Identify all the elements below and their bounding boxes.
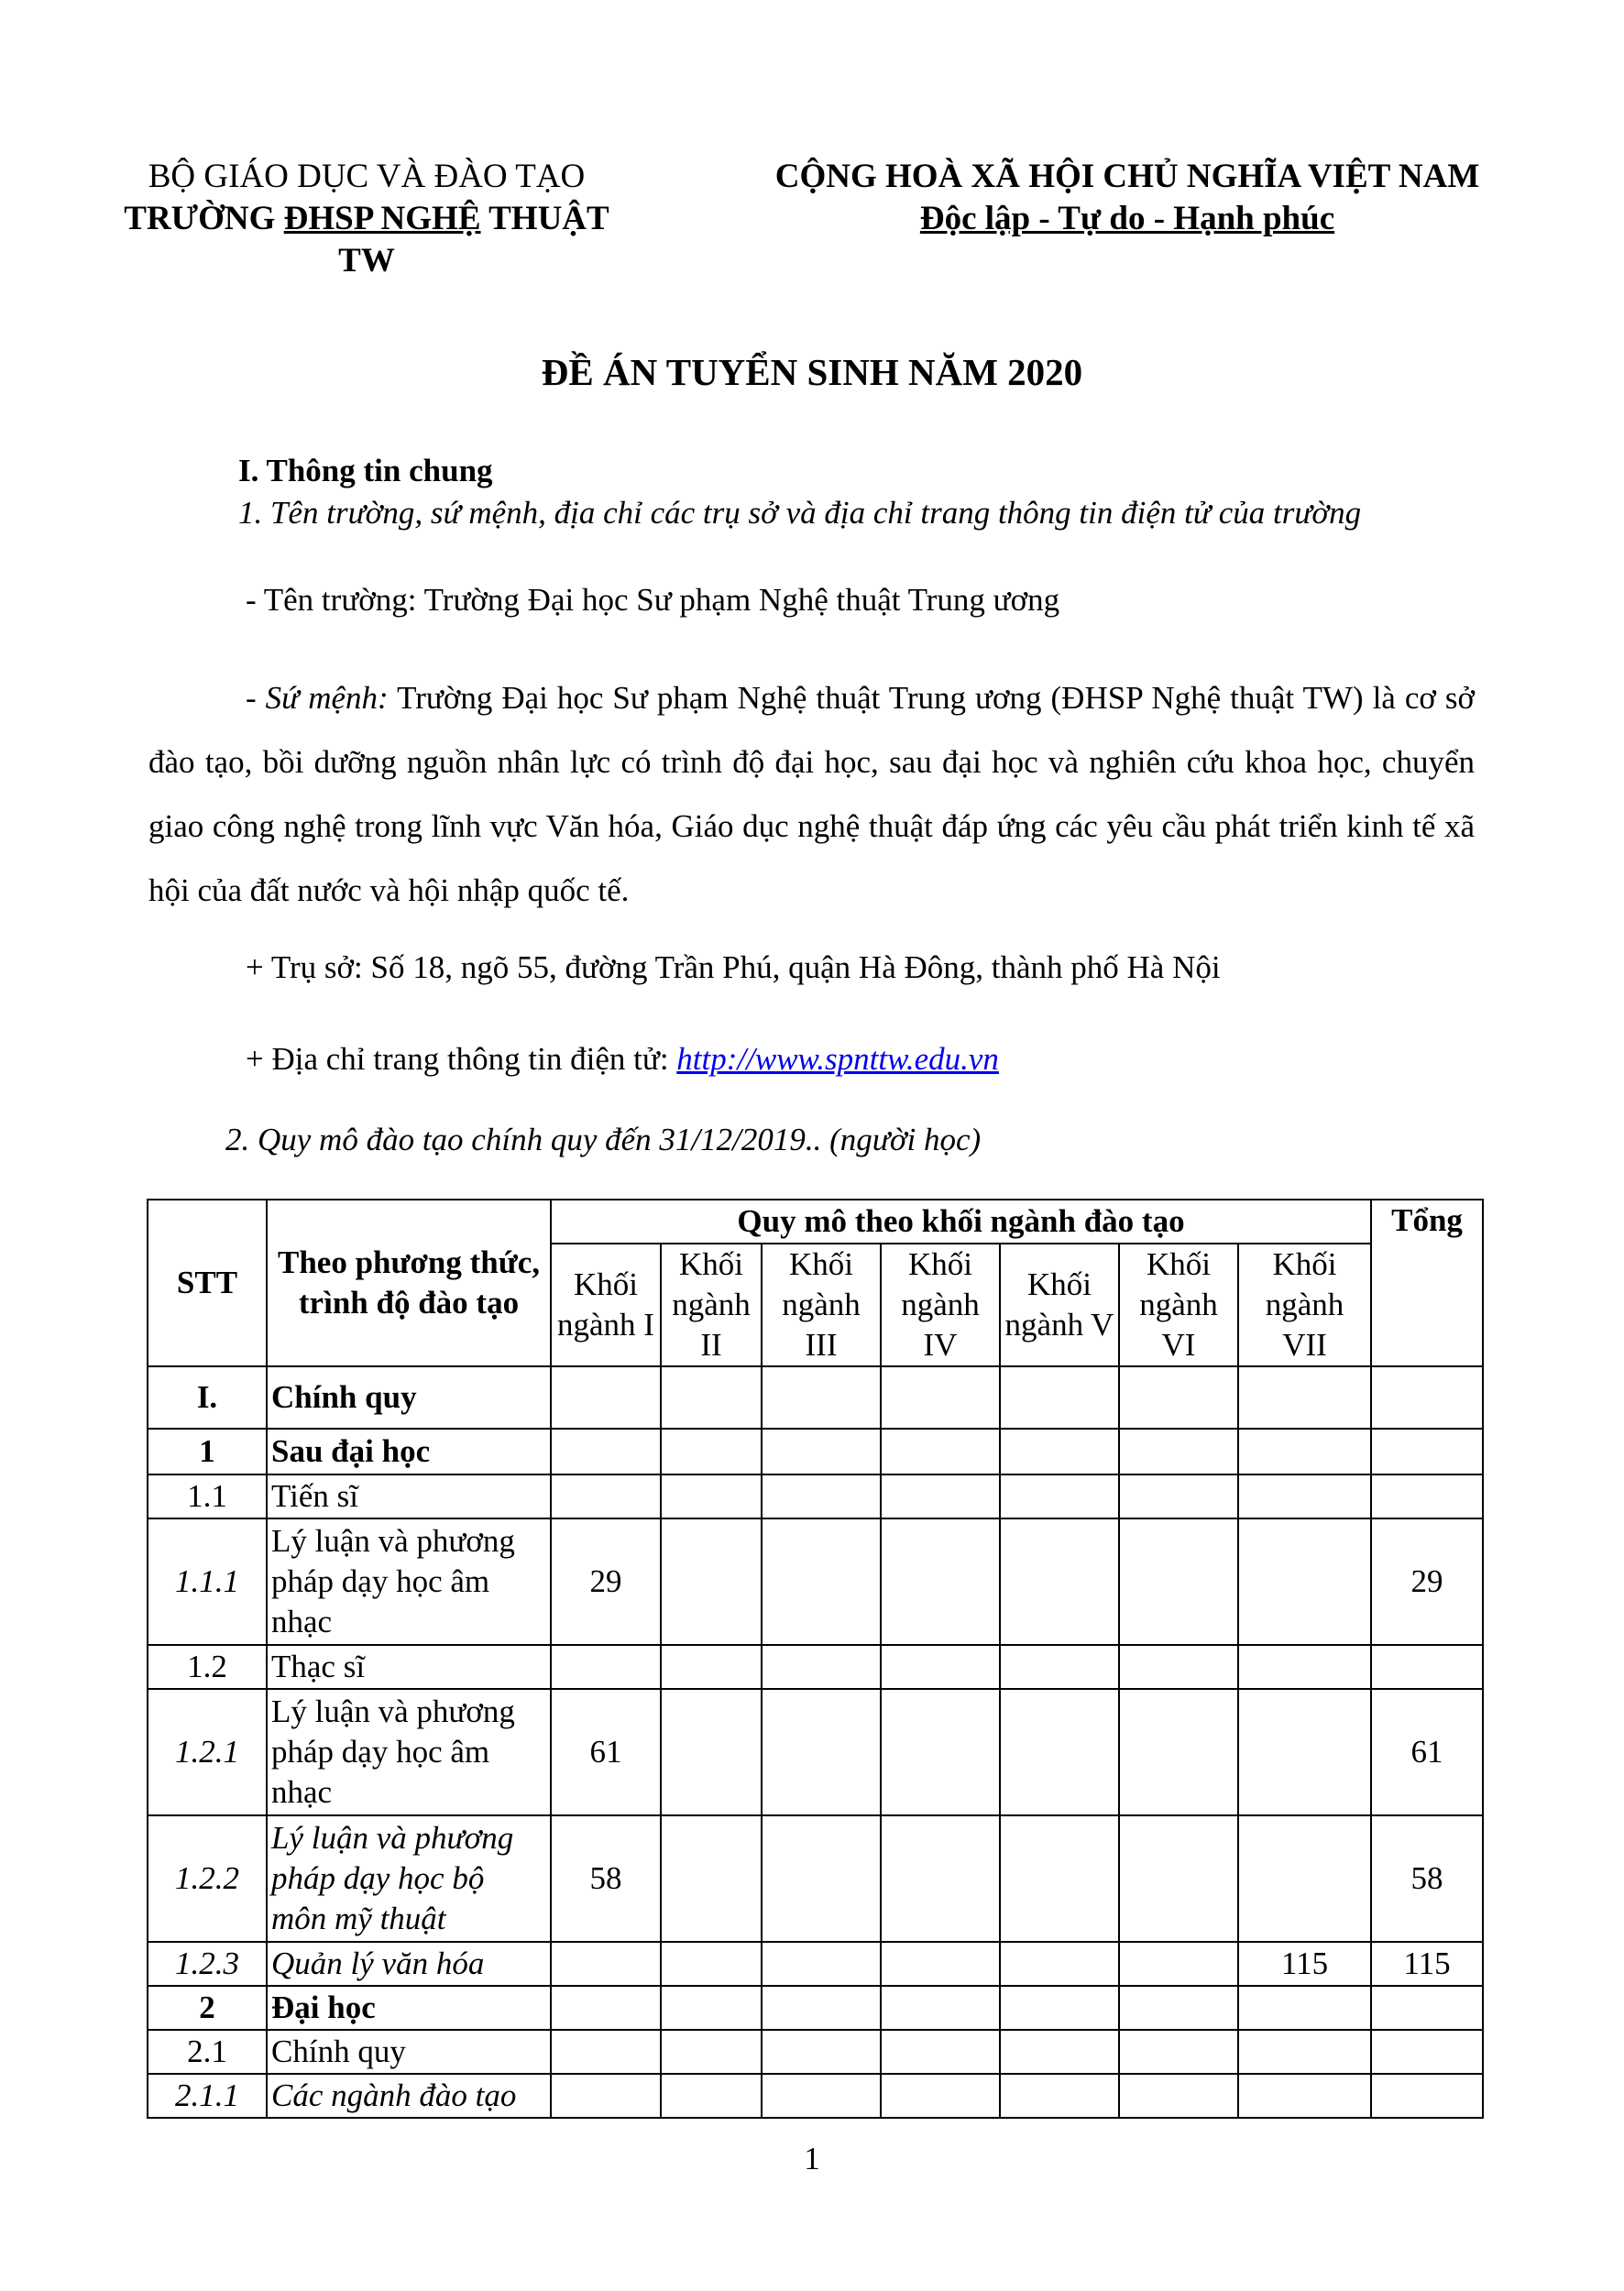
website-label: + Địa chỉ trang thông tin điện tử: [246,1041,677,1077]
cell-stt: 1.2.2 [148,1815,267,1942]
page-number: 1 [804,2141,820,2176]
scale-subheading: 2. Quy mô đào tạo chính quy đến 31/12/2019.. (người học) [225,1122,982,1157]
cell-stt: 1.2 [148,1645,267,1689]
cell-name: Sau đại học [267,1429,551,1474]
motto: Độc lập - Tự do - Hạnh phúc [919,200,1335,237]
header-stt: STT [148,1200,267,1366]
cell-g7 [1238,2030,1371,2074]
school-name-suffix: THUẬT TW [338,200,609,280]
cell-g1: 61 [551,1689,661,1815]
cell-g7 [1238,1689,1371,1815]
section-heading: I. Thông tin chung [238,453,493,488]
mission-label: - Sứ mệnh: [246,680,389,716]
cell-stt: 2 [148,1986,267,2030]
cell-g1 [551,1366,661,1429]
cell-g7 [1238,2074,1371,2118]
cell-name: Tiến sĩ [267,1474,551,1518]
ministry-header [110,156,623,282]
header-group-4: Khối ngành IV [881,1244,1000,1366]
cell-total [1371,1645,1483,1689]
cell-g7: 115 [1238,1942,1371,1986]
website-link[interactable]: http://www.spnttw.edu.vn [676,1041,999,1077]
cell-g1 [551,1429,661,1474]
cell-name: Chính quy [267,2030,551,2074]
header-group-2: Khối ngành II [661,1244,762,1366]
cell-stt: I. [148,1366,267,1429]
cell-g1: 58 [551,1815,661,1942]
table-row [148,1429,1483,1474]
table-row [148,2074,1483,2118]
republic-header [733,156,1521,240]
header-group-7: Khối ngành VII [1238,1244,1371,1366]
cell-stt: 1 [148,1429,267,1474]
school-name-header [110,198,623,282]
table-row [148,1645,1483,1689]
cell-g1 [551,1645,661,1689]
cell-total [1371,1429,1483,1474]
cell-g1: 29 [551,1518,661,1645]
cell-g7 [1238,1474,1371,1518]
website-line [246,1039,999,1080]
cell-name: Lý luận và phương pháp dạy học âm nhạc [267,1518,551,1645]
cell-g1 [551,1986,661,2030]
cell-total: 115 [1371,1942,1483,1986]
republic-name: CỘNG HOÀ XÃ HỘI CHỦ NGHĨA VIỆT NAM [774,158,1480,195]
section-subheading: 1. Tên trường, sứ mệnh, địa chỉ các trụ sở và địa chỉ trang thông tin điện tử của trường [238,495,1362,531]
cell-stt: 2.1 [148,2030,267,2074]
cell-stt: 1.2.3 [148,1942,267,1986]
cell-total: 29 [1371,1518,1483,1645]
cell-name: Các ngành đào tạo [267,2074,551,2118]
cell-g7 [1238,1429,1371,1474]
cell-g7 [1238,1815,1371,1942]
header-group-5: Khối ngành V [1000,1244,1119,1366]
cell-total [1371,1986,1483,2030]
header-group-3: Khối ngành III [762,1244,881,1366]
table-row [148,1942,1483,1986]
cell-g1 [551,2074,661,2118]
school-name-prefix: TRƯỜNG [124,200,284,237]
cell-g1 [551,1474,661,1518]
cell-name: Chính quy [267,1366,551,1429]
cell-total [1371,2074,1483,2118]
cell-stt: 1.2.1 [148,1689,267,1815]
cell-g7 [1238,1645,1371,1689]
cell-g7 [1238,1518,1371,1645]
header-group-1: Khối ngành I [551,1244,661,1366]
cell-total [1371,2030,1483,2074]
cell-g1 [551,2030,661,2074]
table-row [148,1815,1483,1942]
cell-stt: 1.1 [148,1474,267,1518]
cell-total [1371,1474,1483,1518]
table-row [148,1986,1483,2030]
cell-name: Lý luận và phương pháp dạy học âm nhạc [267,1689,551,1815]
table-row [148,1689,1483,1815]
address-line: + Trụ sở: Số 18, ngõ 55, đường Trần Phú, quận Hà Đông, thành phố Hà Nội [246,949,1221,985]
header-scale: Quy mô theo khối ngành đào tạo [551,1200,1371,1244]
mission-text: Trường Đại học Sư phạm Nghệ thuật Trung ương (ĐHSP Nghệ thuật TW) là cơ sở đào tạo, bồi dưỡng nguồn nhân lực có trình độ đại học, sau đại học và nghiên cứu khoa học, chuyển giao công nghệ trong lĩnh vực Văn hóa, Giáo dục nghệ thuật đáp ứng các yêu cầu phát triển kinh tế xã hội của đất nước và hội nhập quốc tế. [148,680,1475,908]
mission-paragraph [148,666,1475,923]
ministry-name: BỘ GIÁO DỤC VÀ ĐÀO TẠO [148,158,586,195]
table-row [148,1518,1483,1645]
enrollment-table [147,1199,1484,2119]
table-row [148,1474,1483,1518]
cell-g1 [551,1942,661,1986]
header-total: Tổng [1371,1200,1483,1366]
school-name-line: - Tên trường: Trường Đại học Sư phạm Nghệ thuật Trung ương [246,582,1060,618]
cell-name: Quản lý văn hóa [267,1942,551,1986]
document-title: ĐỀ ÁN TUYỂN SINH NĂM 2020 [541,351,1083,393]
table-row [148,1366,1483,1429]
cell-g7 [1238,1366,1371,1429]
school-name-underlined: ĐHSP NGHỆ [283,200,481,237]
cell-name: Lý luận và phương pháp dạy học bộ môn mỹ thuật [267,1815,551,1942]
cell-total: 61 [1371,1689,1483,1815]
cell-stt: 2.1.1 [148,2074,267,2118]
cell-g7 [1238,1986,1371,2030]
cell-total [1371,1366,1483,1429]
cell-stt: 1.1.1 [148,1518,267,1645]
cell-total: 58 [1371,1815,1483,1942]
cell-name: Thạc sĩ [267,1645,551,1689]
header-method: Theo phương thức, trình độ đào tạo [267,1200,551,1366]
header-group-6: Khối ngành VI [1119,1244,1238,1366]
cell-name: Đại học [267,1986,551,2030]
table-row [148,2030,1483,2074]
